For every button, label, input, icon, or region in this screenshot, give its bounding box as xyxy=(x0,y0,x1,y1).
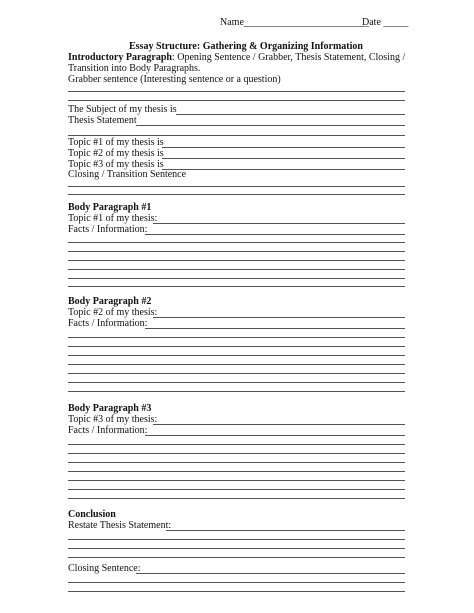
topic1-answer-line[interactable] xyxy=(162,147,405,148)
answer-line[interactable] xyxy=(68,391,405,392)
thesis-label: Thesis Statement xyxy=(68,115,137,126)
body2-heading: Body Paragraph #2 xyxy=(68,296,152,307)
topic2-label: Topic #2 of my thesis is xyxy=(68,148,164,159)
answer-line[interactable] xyxy=(68,242,405,243)
answer-line[interactable] xyxy=(68,489,405,490)
answer-line[interactable] xyxy=(68,557,405,558)
intro-description-text: : Opening Sentence / Grabber, Thesis Statement, Closing / xyxy=(171,52,406,63)
answer-line[interactable] xyxy=(68,591,405,592)
answer-line[interactable] xyxy=(68,100,405,101)
answer-line[interactable] xyxy=(68,373,405,374)
body2-topic-label: Topic #2 of my thesis: xyxy=(68,307,158,318)
grabber-label: Grabber sentence (Interesting sentence or a question) xyxy=(68,74,281,85)
answer-line[interactable] xyxy=(68,548,405,549)
body2-topic-answer-line[interactable] xyxy=(153,317,405,318)
closing-transition-label: Closing / Transition Sentence xyxy=(68,169,187,180)
answer-line[interactable] xyxy=(68,364,405,365)
intro-heading: Introductory Paragraph xyxy=(68,52,172,63)
body3-facts-label: Facts / Information: xyxy=(68,425,148,436)
answer-line[interactable] xyxy=(68,194,405,195)
subject-answer-line[interactable] xyxy=(176,114,405,115)
answer-line[interactable] xyxy=(68,453,405,454)
intro-description-line2: Transition into Body Paragraphs. xyxy=(68,63,201,74)
body1-facts-label: Facts / Information: xyxy=(68,224,148,235)
intro-description xyxy=(68,52,405,63)
answer-line[interactable] xyxy=(68,480,405,481)
body3-heading: Body Paragraph #3 xyxy=(68,403,152,414)
body1-topic-label: Topic #1 of my thesis: xyxy=(68,213,158,224)
date-field-label: Date _____ xyxy=(362,17,409,28)
body2-facts-label: Facts / Information: xyxy=(68,318,148,329)
answer-line[interactable] xyxy=(68,462,405,463)
body1-topic-answer-line[interactable] xyxy=(153,223,405,224)
answer-line[interactable] xyxy=(68,135,405,136)
name-field-label: Name_________________________ xyxy=(220,17,369,28)
answer-line[interactable] xyxy=(68,286,405,287)
answer-line[interactable] xyxy=(68,251,405,252)
answer-line[interactable] xyxy=(68,355,405,356)
answer-line[interactable] xyxy=(68,260,405,261)
answer-line[interactable] xyxy=(68,582,405,583)
answer-line[interactable] xyxy=(68,269,405,270)
topic3-answer-line[interactable] xyxy=(162,169,405,170)
answer-line[interactable] xyxy=(68,346,405,347)
body3-facts-answer-line[interactable] xyxy=(145,435,405,436)
subject-label: The Subject of my thesis is xyxy=(68,104,177,115)
topic3-label: Topic #3 of my thesis is xyxy=(68,159,164,170)
body1-heading: Body Paragraph #1 xyxy=(68,202,152,213)
answer-line[interactable] xyxy=(68,444,405,445)
body3-topic-label: Topic #3 of my thesis: xyxy=(68,414,158,425)
restate-thesis-label: Restate Thesis Statement: xyxy=(68,520,172,531)
answer-line[interactable] xyxy=(68,91,405,92)
answer-line[interactable] xyxy=(68,539,405,540)
restate-thesis-answer-line[interactable] xyxy=(166,530,405,531)
answer-line[interactable] xyxy=(68,278,405,279)
closing-sentence-answer-line[interactable] xyxy=(136,573,405,574)
answer-line[interactable] xyxy=(68,186,405,187)
body3-topic-answer-line[interactable] xyxy=(153,424,405,425)
answer-line[interactable] xyxy=(68,471,405,472)
page-title: Essay Structure: Gathering & Organizing Information xyxy=(129,41,363,52)
body2-facts-answer-line[interactable] xyxy=(145,328,405,329)
answer-line[interactable] xyxy=(68,498,405,499)
closing-sentence-label: Closing Sentence: xyxy=(68,563,141,574)
body1-facts-answer-line[interactable] xyxy=(145,234,405,235)
topic1-label: Topic #1 of my thesis is xyxy=(68,137,164,148)
answer-line[interactable] xyxy=(68,382,405,383)
topic2-answer-line[interactable] xyxy=(162,158,405,159)
thesis-answer-line[interactable] xyxy=(136,125,405,126)
conclusion-heading: Conclusion xyxy=(68,509,116,520)
answer-line[interactable] xyxy=(68,337,405,338)
